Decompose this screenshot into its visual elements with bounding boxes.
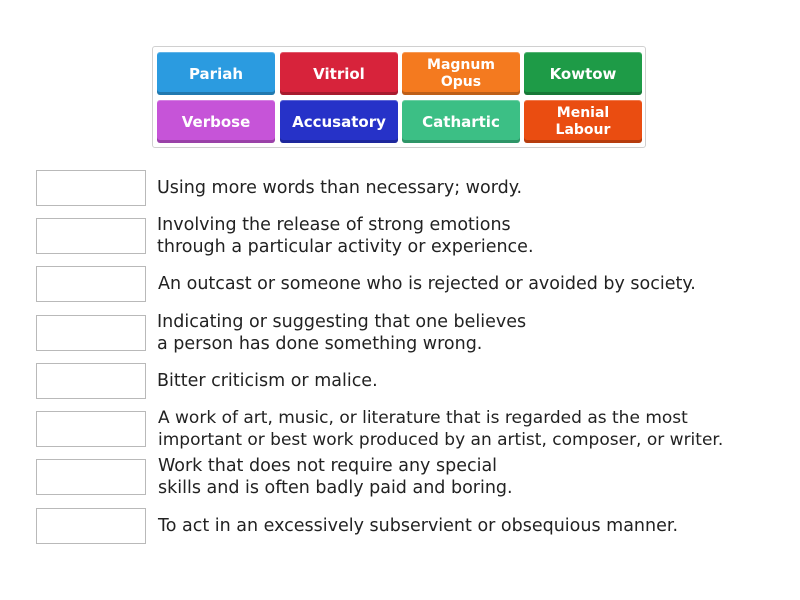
definition-line: Involving the release of strong emotions (157, 215, 511, 235)
answer-drop-zone[interactable] (36, 266, 146, 302)
definition-line: An outcast or someone who is rejected or avoided by society. (158, 274, 696, 294)
answer-drop-zone[interactable] (36, 218, 146, 254)
definition-text (158, 408, 724, 450)
definition-text (157, 363, 378, 399)
word-tile-label: Cathartic (422, 112, 500, 131)
definition-line: through a particular activity or experience. (157, 237, 534, 257)
answer-drop-zone[interactable] (36, 363, 146, 399)
word-tile-label: Accusatory (292, 112, 386, 131)
word-tile-label: Vitriol (313, 64, 365, 83)
word-tile-kowtow[interactable] (524, 52, 642, 95)
word-tile-menial-labour[interactable] (524, 100, 642, 143)
answer-drop-zone[interactable] (36, 508, 146, 544)
word-tile-magnum-opus[interactable] (402, 52, 520, 95)
word-tile-label: Kowtow (549, 64, 617, 83)
definition-text (158, 266, 696, 302)
answer-drop-zone[interactable] (36, 459, 146, 495)
definition-line: To act in an excessively subservient or obsequious manner. (158, 516, 679, 536)
answer-drop-zone[interactable] (36, 170, 146, 206)
definition-line: Bitter criticism or malice. (157, 371, 378, 391)
word-tile-verbose[interactable] (157, 100, 275, 143)
word-tile-label: Pariah (188, 64, 244, 83)
word-tile-label-line: Menial (556, 104, 610, 121)
answer-drop-zone[interactable] (36, 411, 146, 447)
definition-line: A work of art, music, or literature that is regarded as the most (158, 408, 688, 428)
word-tile-label-line: Labour (555, 121, 611, 138)
definition-text (158, 456, 513, 498)
word-tile-accusatory[interactable] (280, 100, 398, 143)
definition-line: Using more words than necessary; wordy. (157, 178, 523, 198)
answer-drop-zone[interactable] (36, 315, 146, 351)
definition-text (157, 215, 534, 257)
word-tile-cathartic[interactable] (402, 100, 520, 143)
definition-line: skills and is often badly paid and boring. (158, 478, 513, 498)
word-tile-label-line: Magnum (427, 56, 495, 73)
definition-line: important or best work produced by an artist, composer, or writer. (158, 430, 724, 450)
word-tile-pariah[interactable] (157, 52, 275, 95)
word-tile-vitriol[interactable] (280, 52, 398, 95)
word-tile-label (544, 105, 623, 139)
definition-line: Indicating or suggesting that one believes (157, 312, 527, 332)
word-tile-label-line: Opus (440, 73, 482, 90)
definition-line: a person has done something wrong. (157, 334, 483, 354)
definition-text (157, 312, 527, 354)
definition-text (158, 508, 678, 544)
definition-text (157, 170, 522, 206)
word-tile-label: Verbose (181, 112, 251, 131)
word-bank (152, 46, 646, 148)
definition-line: Work that does not require any special (158, 456, 498, 476)
word-tile-label (415, 57, 507, 91)
